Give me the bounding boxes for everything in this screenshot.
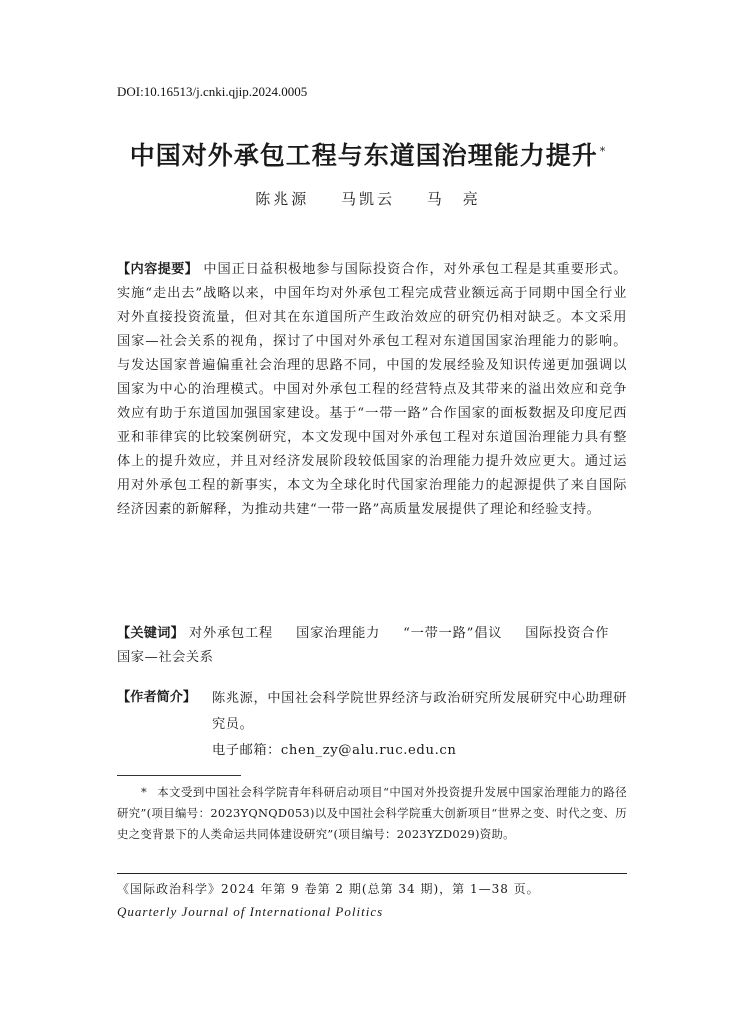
author-info-content [212, 686, 627, 764]
footnote [117, 782, 627, 845]
article-title-text: 中国对外承包工程与东道国治理能力提升 [129, 141, 598, 170]
footnote-text: 本文受到中国社会科学院青年科研启动项目“中国对外投资提升发展中国家治理能力的路径研究”(项目编号：2023YQNQD053)以及中国社会科学院重大创新项目“世界之变、时代之变、历史之变背景下的人类命运共同体建设研究”(项目编号：2023YZD029)资助。 [117, 785, 627, 841]
journal-divider [117, 873, 627, 874]
keywords-section [117, 622, 627, 670]
keywords-label: 【关键词】 [117, 626, 185, 641]
abstract-label: 【内容提要】 [117, 262, 199, 277]
author-list [0, 188, 736, 209]
footnote-divider [117, 775, 241, 776]
title-footnote-mark: * [599, 144, 607, 158]
keyword: “一带一路”倡议 [403, 626, 503, 641]
journal-english-name: Quarterly Journal of International Politics [117, 904, 384, 919]
keyword: 国家治理能力 [296, 626, 381, 641]
article-title [0, 136, 736, 172]
author-name: 陈兆源 [255, 190, 310, 208]
keyword: 对外承包工程 [189, 626, 274, 641]
author-info-section [117, 686, 627, 764]
doi: DOI:10.16513/j.cnki.qjip.2024.0005 [117, 84, 308, 99]
author-email[interactable]: 电子邮箱：chen_zy@alu.ruc.edu.cn [212, 743, 457, 758]
author-name: 马 亮 [426, 190, 481, 208]
abstract-text: 中国正日益积极地参与国际投资合作，对外承包工程是其重要形式。实施“走出去”战略以来，中国年均对外承包工程完成营业额远高于同期中国全行业对外直接投资流量，但对其在东道国所产生政治效应的研究仍相对缺乏。本文采用国家—社会关系的视角，探讨了中国对外承包工程对东道国国家治理能力的影响。与发达国家普遍偏重社会治理的思路不同，中国的发展经验及知识传递更加强调以国家为中心的治理模式。中国对外承包工程的经营特点及其带来的溢出效应和竞争效应有助于东道国加强国家建设。基于“一带一路”合作国家的面板数据及印度尼西亚和菲律宾的比较案例研究，本文发现中国对外承包工程对东道国治理能力具有整体上的提升效应，并且对经济发展阶段较低国家的治理能力提升效应更大。通过运用对外承包工程的新事实，本文为全球化时代国家治理能力的起源提供了来自国际经济因素的新解释，为推动共建“一带一路”高质量发展提供了理论和经验支持。 [117, 262, 627, 517]
author-info-label: 【作者简介】 [117, 690, 197, 705]
author-name: 马凯云 [340, 190, 395, 208]
journal-citation: 《国际政治科学》2024 年第 9 卷第 2 期(总第 34 期)，第 1—38 页。 [117, 882, 540, 896]
author-bio: 陈兆源，中国社会科学院世界经济与政治研究所发展研究中心助理研究员。 [212, 691, 627, 732]
abstract-section [117, 258, 627, 522]
keyword: 国家—社会关系 [117, 650, 214, 665]
footnote-mark: * [141, 785, 147, 799]
keyword: 国际投资合作 [525, 626, 610, 641]
